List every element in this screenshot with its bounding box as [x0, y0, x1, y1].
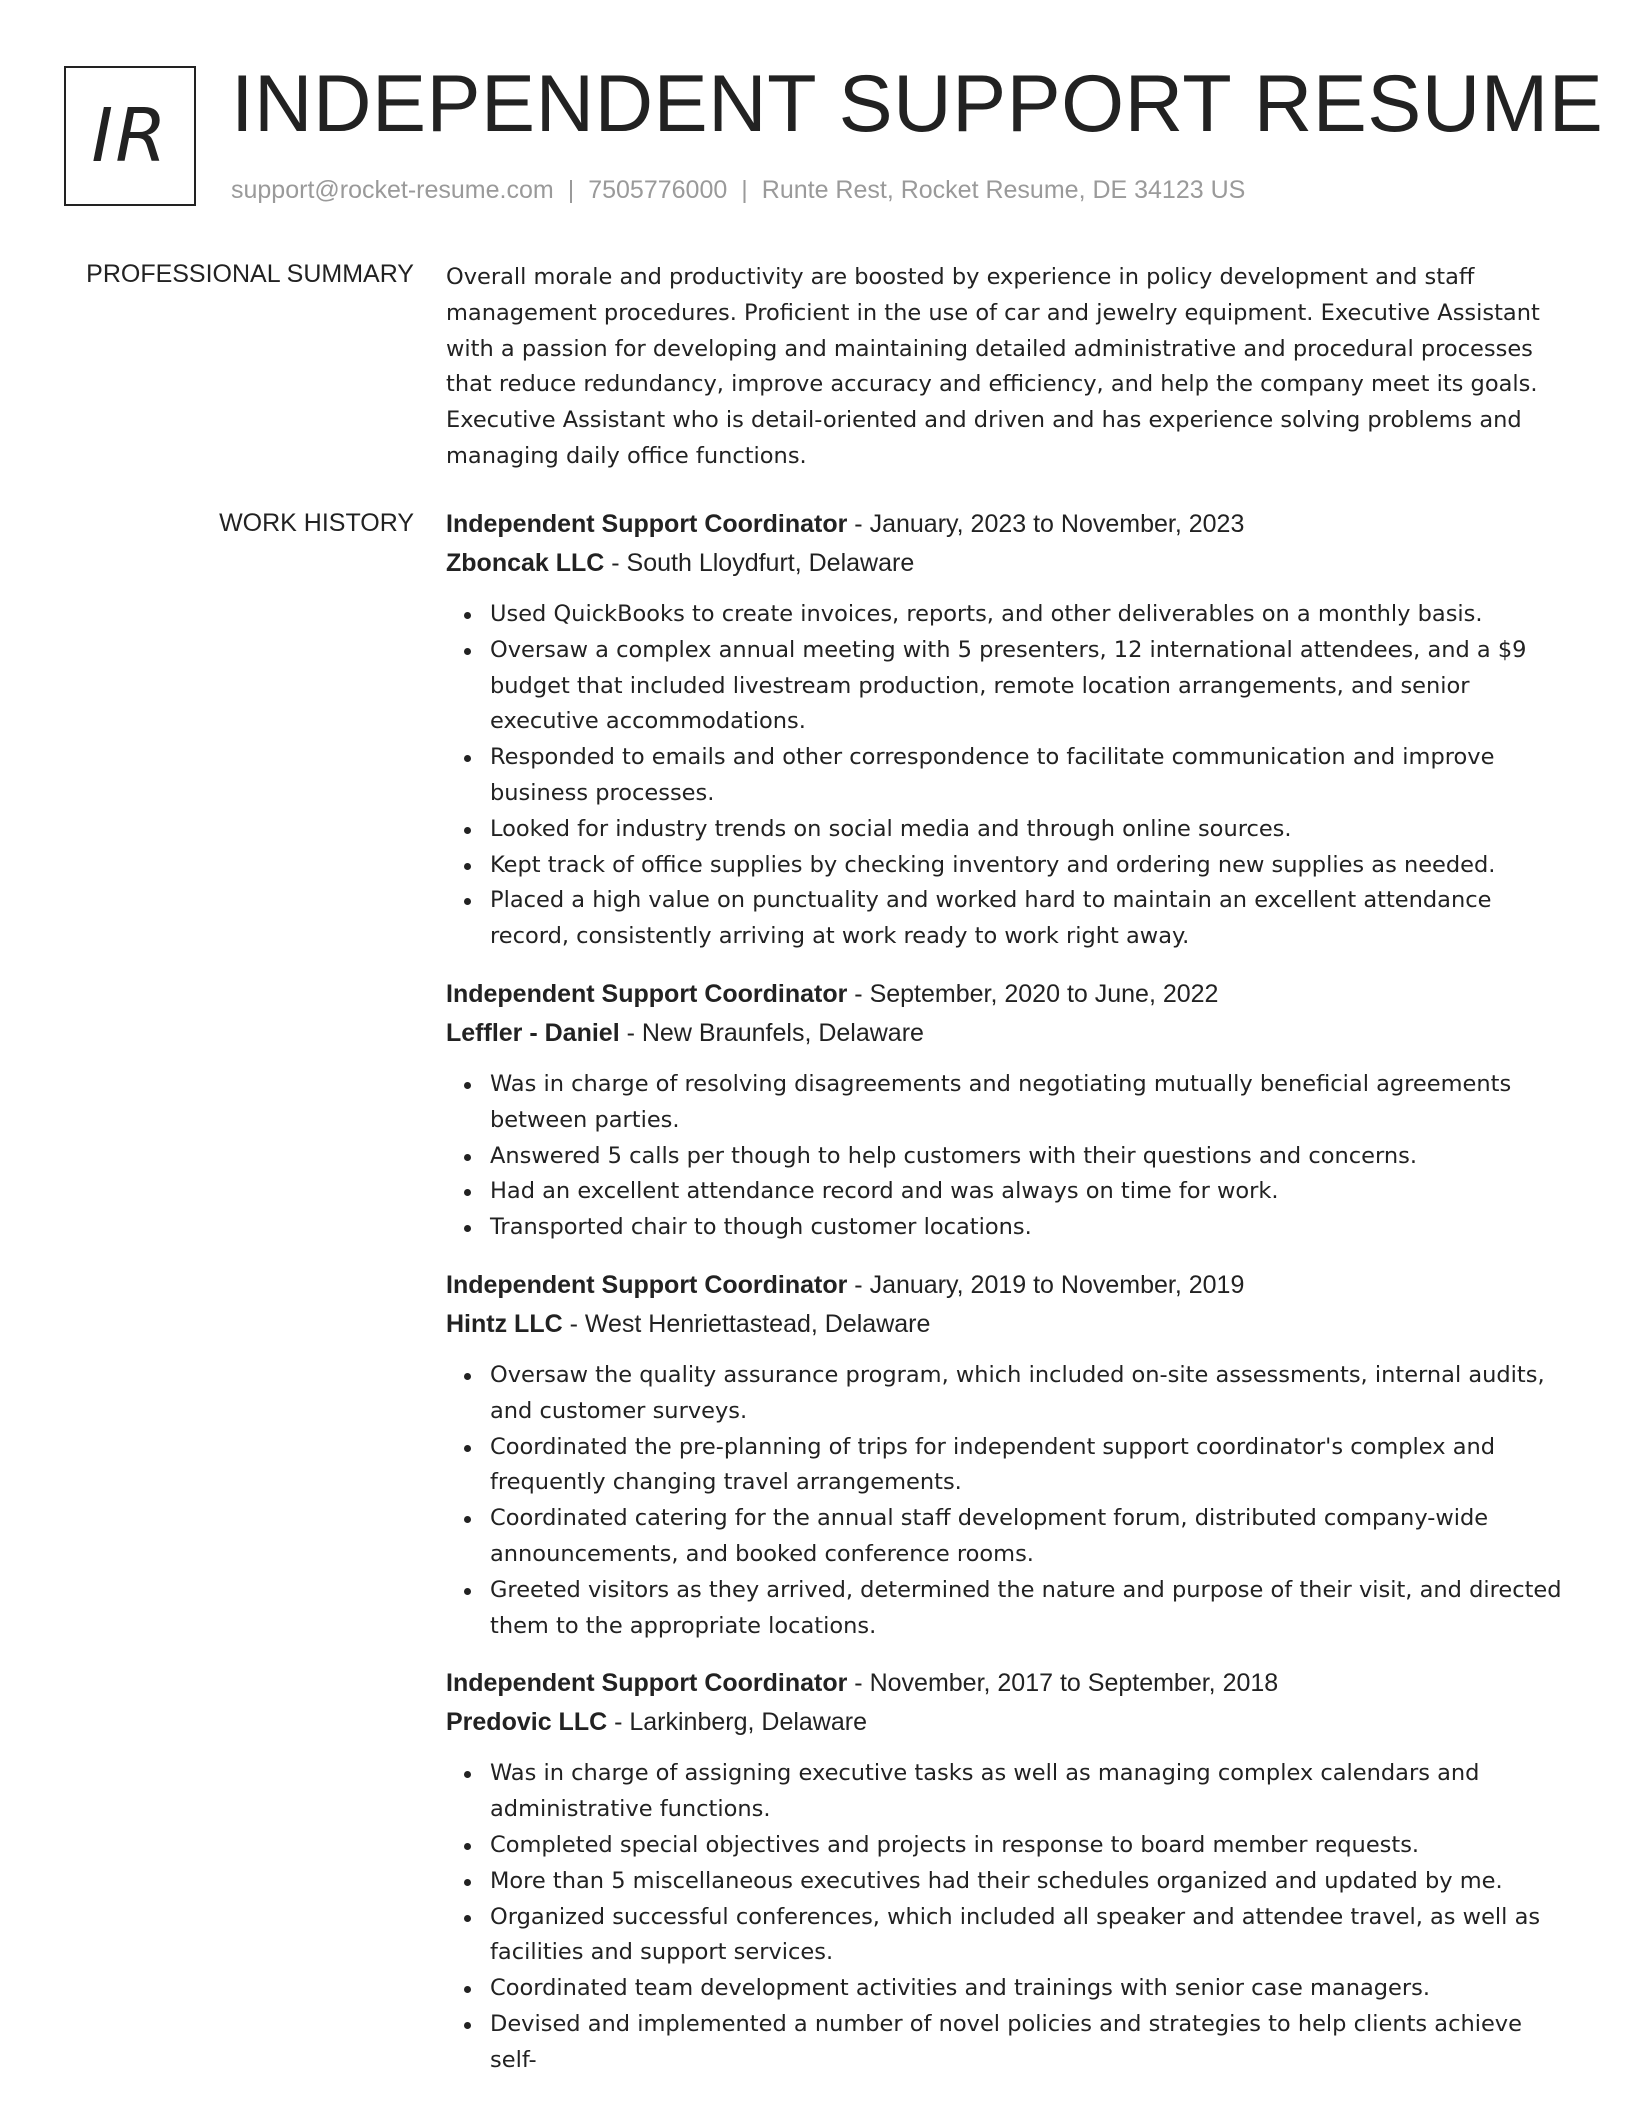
- job-company: Zboncak LLC: [446, 549, 605, 577]
- job-title-line: [446, 1266, 1566, 1305]
- job-entry: [446, 1664, 1566, 2078]
- job-bullet: Oversaw a complex annual meeting with 5 presenters, 12 international attendees, and a $9 budget that included livestream production, remote location arrangements, and senior executive accommodations.: [490, 633, 1566, 740]
- job-entry: [446, 975, 1566, 1246]
- job-bullet: Completed special objectives and projects in response to board member requests.: [490, 1828, 1566, 1864]
- contact-separator: |: [567, 176, 575, 204]
- contact-email: support@rocket-resume.com: [231, 176, 554, 204]
- job-bullet: Was in charge of resolving disagreements and negotiating mutually beneficial agreements between parties.: [490, 1067, 1566, 1139]
- job-company: Leffler - Daniel: [446, 1018, 620, 1047]
- monogram-badge: [64, 66, 196, 206]
- job-bullet: Was in charge of assigning executive tasks as well as managing complex calendars and administrative functions.: [490, 1756, 1566, 1828]
- job-bullet: Placed a high value on punctuality and worked hard to maintain an excellent attendance record, consistently arriving at work ready to work right away.: [490, 883, 1566, 955]
- job-company: Hintz LLC: [446, 1309, 563, 1338]
- job-bullet: Responded to emails and other correspondence to facilitate communication and improve business processes.: [490, 740, 1566, 812]
- job-bullet-list: [446, 1756, 1566, 2078]
- job-bullet: Answered 5 calls per though to help customers with their questions and concerns.: [490, 1139, 1566, 1175]
- section-body: [446, 260, 1566, 475]
- job-title: Independent Support Coordinator: [446, 1669, 848, 1698]
- job-title: Independent Support Coordinator: [446, 979, 848, 1008]
- job-bullet: Coordinated team development activities and trainings with senior case managers.: [490, 1971, 1566, 2007]
- job-bullet: Greeted visitors as they arrived, determined the nature and purpose of their visit, and directed them to the appropriate locations.: [490, 1573, 1566, 1645]
- job-location: - South Lloydfurt, Delaware: [604, 549, 915, 577]
- job-bullet: Organized successful conferences, which included all speaker and attendee travel, as well as facilities and support services.: [490, 1900, 1566, 1972]
- job-dates: - September, 2020 to June, 2022: [847, 979, 1219, 1008]
- job-company-line: [446, 1305, 1566, 1344]
- job-bullet: Oversaw the quality assurance program, which included on-site assessments, internal audits, and customer surveys.: [490, 1358, 1566, 1430]
- job-bullet: Devised and implemented a number of novel policies and strategies to help clients achieve self-: [490, 2007, 1566, 2079]
- job-company-line: [446, 1014, 1566, 1053]
- contact-address: Runte Rest, Rocket Resume, DE 34123 US: [761, 176, 1246, 204]
- job-dates: - November, 2017 to September, 2018: [847, 1669, 1279, 1698]
- job-bullet-list: [446, 597, 1566, 955]
- contact-separator: |: [741, 176, 748, 204]
- job-bullet: Looked for industry trends on social media and through online sources.: [490, 812, 1566, 848]
- job-bullet: More than 5 miscellaneous executives had their schedules organized and updated by me.: [490, 1864, 1566, 1900]
- job-dates: - January, 2019 to November, 2019: [847, 1270, 1245, 1299]
- job-title: Independent Support Coordinator: [446, 510, 848, 538]
- contact-line: [231, 174, 1245, 206]
- job-dates: - January, 2023 to November, 2023: [847, 510, 1245, 538]
- monogram-text: IR: [91, 93, 169, 179]
- job-bullet: Coordinated catering for the annual staff development forum, distributed company-wide announcements, and booked conference rooms.: [490, 1501, 1566, 1573]
- job-location: - West Henriettastead, Delaware: [562, 1309, 931, 1338]
- job-bullet: Coordinated the pre-planning of trips for independent support coordinator's complex and frequently changing travel arrangements.: [490, 1430, 1566, 1502]
- job-title-line: [446, 1664, 1566, 1703]
- job-location: - Larkinberg, Delaware: [607, 1708, 867, 1737]
- job-entry: [446, 505, 1566, 955]
- contact-phone: 7505776000: [588, 176, 728, 204]
- job-title-line: [446, 505, 1566, 544]
- summary-paragraph: Overall morale and productivity are boosted by experience in policy development and staff management procedures. Proficient in the use of car and jewelry equipment. Executive Assistant with a passion for developing and maintaining detailed administrative and procedural processes that reduce redundancy, improve accuracy and efficiency, and help the company meet its goals. Executive Assistant who is detail-oriented and driven and has experience solving problems and managing daily office functions.: [446, 264, 1540, 469]
- job-bullet-list: [446, 1358, 1566, 1644]
- job-location: - New Braunfels, Delaware: [619, 1018, 924, 1047]
- job-bullet: Had an excellent attendance record and was always on time for work.: [490, 1174, 1566, 1210]
- job-company-line: [446, 1703, 1566, 1742]
- job-entry: [446, 1266, 1566, 1644]
- section-heading: WORK HISTORY: [219, 509, 414, 537]
- job-company-line: [446, 544, 1566, 583]
- job-title-line: [446, 975, 1566, 1014]
- job-bullet: Kept track of office supplies by checking inventory and ordering new supplies as needed.: [490, 848, 1566, 884]
- job-list: [446, 505, 1566, 2099]
- job-bullet: Transported chair to though customer locations.: [490, 1210, 1566, 1246]
- job-title: Independent Support Coordinator: [446, 1270, 848, 1299]
- job-bullet-list: [446, 1067, 1566, 1246]
- job-company: Predovic LLC: [446, 1708, 608, 1737]
- job-bullet: Used QuickBooks to create invoices, reports, and other deliverables on a monthly basis.: [490, 597, 1566, 633]
- resume-title: INDEPENDENT SUPPORT RESUME: [231, 59, 1604, 149]
- section-heading: PROFESSIONAL SUMMARY: [86, 260, 414, 288]
